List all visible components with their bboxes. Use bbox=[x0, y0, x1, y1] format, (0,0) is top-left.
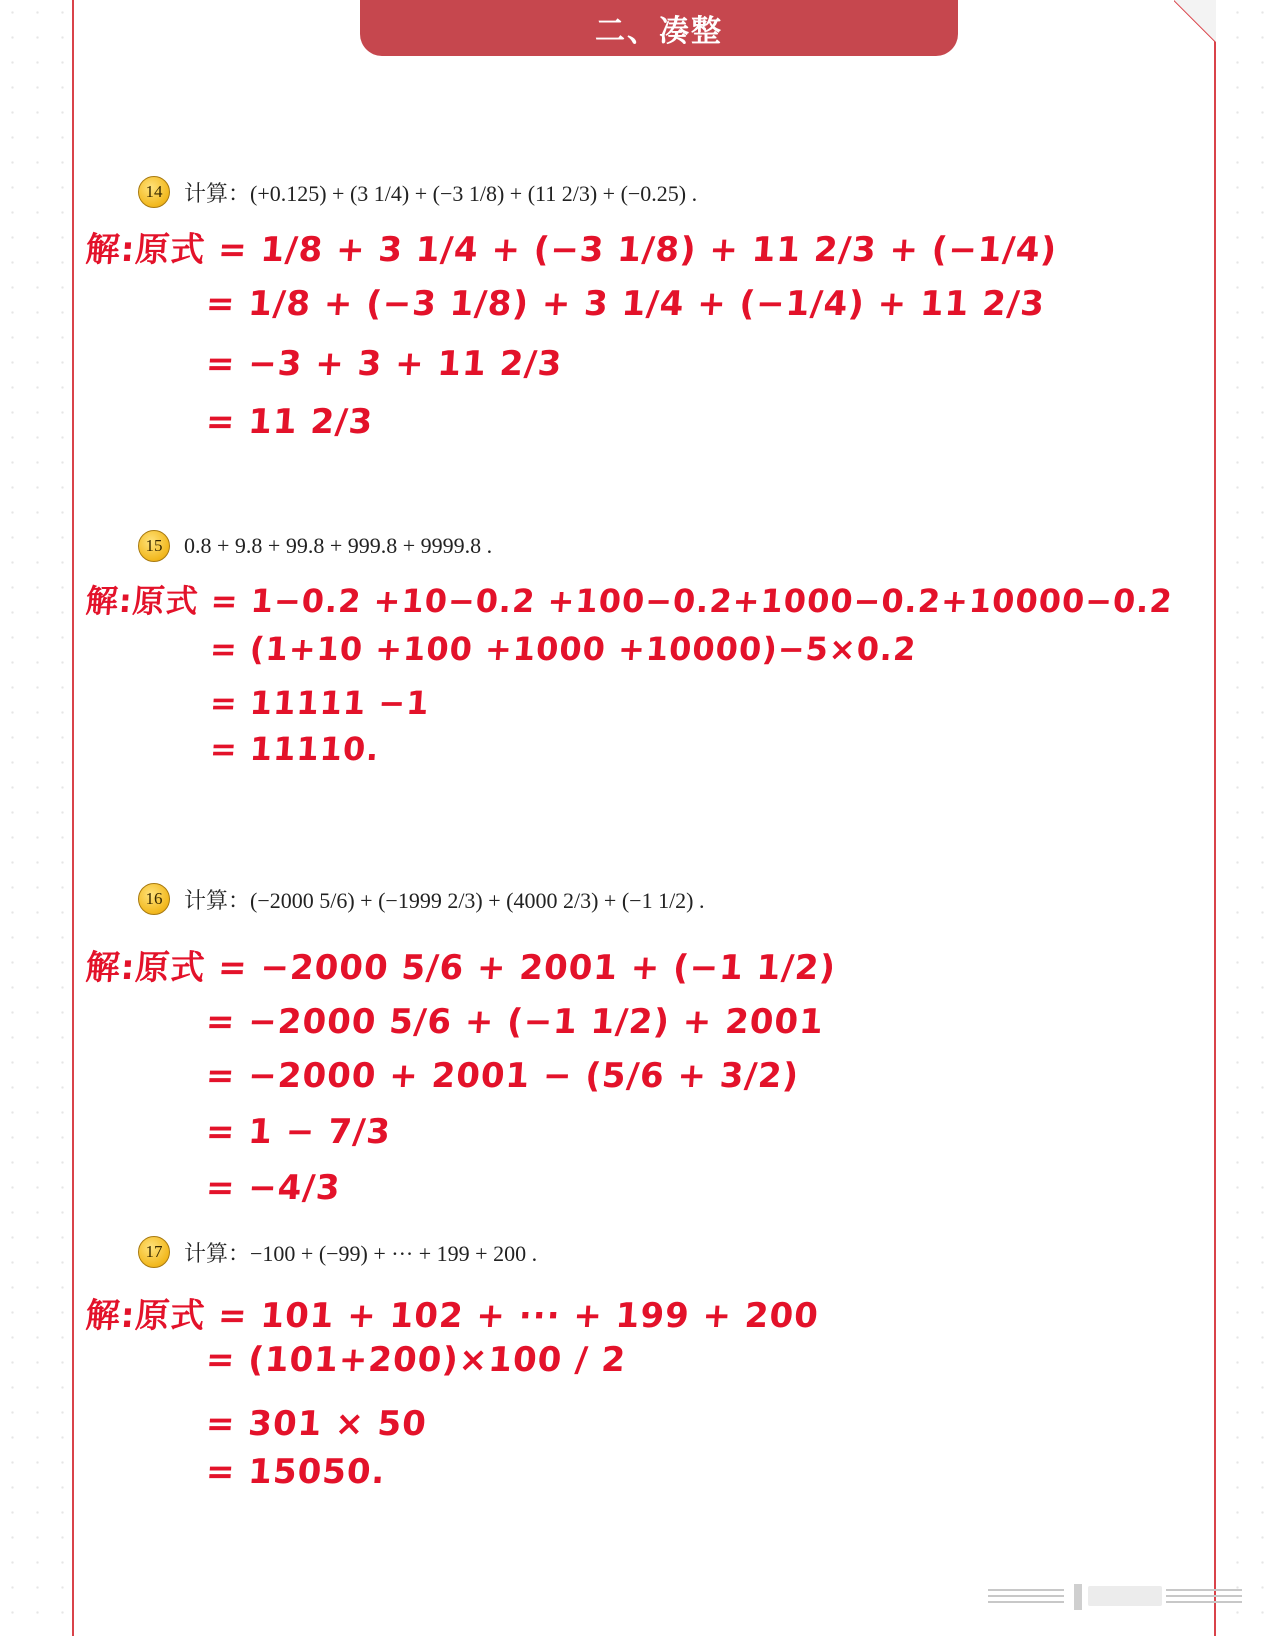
solution-line: 解:原式 = 101 + 102 + ··· + 199 + 200 bbox=[84, 1296, 821, 1336]
solution-line: = (1+10 +100 +1000 +10000)−5×0.2 bbox=[208, 630, 918, 668]
solution-line: = 1/8 + (−3 1/8) + 3 1/4 + (−1/4) + 11 2/3 bbox=[204, 284, 1047, 324]
solution-line: = 11111 −1 bbox=[208, 684, 431, 722]
solution-line: = 301 × 50 bbox=[204, 1404, 429, 1444]
section-title: 二、凑整 bbox=[595, 14, 723, 49]
solution-line: = −2000 + 2001 − (5/6 + 3/2) bbox=[204, 1056, 801, 1096]
solution-line: = 15050. bbox=[204, 1452, 387, 1492]
problem-14 bbox=[138, 176, 697, 208]
problem-statement: 0.8 + 9.8 + 99.8 + 999.8 + 9999.8 . bbox=[184, 533, 493, 558]
problem-16 bbox=[138, 883, 705, 915]
problem-15 bbox=[138, 530, 492, 562]
solution-line: = 11110. bbox=[208, 730, 381, 768]
solution-line: 解:原式 = 1−0.2 +10−0.2 +100−0.2+1000−0.2+10000−0.2 bbox=[84, 582, 1175, 620]
problem-number-badge: 16 bbox=[138, 883, 170, 915]
problem-statement: 计算：(+0.125) + (3 1/4) + (−3 1/8) + (11 2/3) + (−0.25) . bbox=[184, 180, 698, 206]
solution-line: 解:原式 = 1/8 + 3 1/4 + (−3 1/8) + 11 2/3 + (−1/4) bbox=[84, 230, 1059, 270]
problem-number-badge: 17 bbox=[138, 1236, 170, 1268]
problem-statement: 计算：(−2000 5/6) + (−1999 2/3) + (4000 2/3) + (−1 1/2) . bbox=[184, 887, 705, 913]
solution-line: = 1 − 7/3 bbox=[204, 1112, 393, 1152]
footer-decoration-icon bbox=[984, 1580, 1246, 1616]
problem-statement: 计算：−100 + (−99) + ··· + 199 + 200 . bbox=[184, 1240, 538, 1266]
problem-17 bbox=[138, 1236, 537, 1268]
solution-line: = −4/3 bbox=[204, 1168, 342, 1208]
problem-number-badge: 14 bbox=[138, 176, 170, 208]
solution-line: 解:原式 = −2000 5/6 + 2001 + (−1 1/2) bbox=[84, 948, 838, 988]
solution-line: = (101+200)×100 / 2 bbox=[204, 1340, 628, 1380]
page-corner-fold bbox=[1174, 0, 1216, 42]
solution-line: = 11 2/3 bbox=[204, 402, 375, 442]
solution-line: = −2000 5/6 + (−1 1/2) + 2001 bbox=[204, 1002, 826, 1042]
problem-number-badge: 15 bbox=[138, 530, 170, 562]
section-header-banner bbox=[360, 0, 958, 56]
solution-line: = −3 + 3 + 11 2/3 bbox=[204, 344, 564, 384]
